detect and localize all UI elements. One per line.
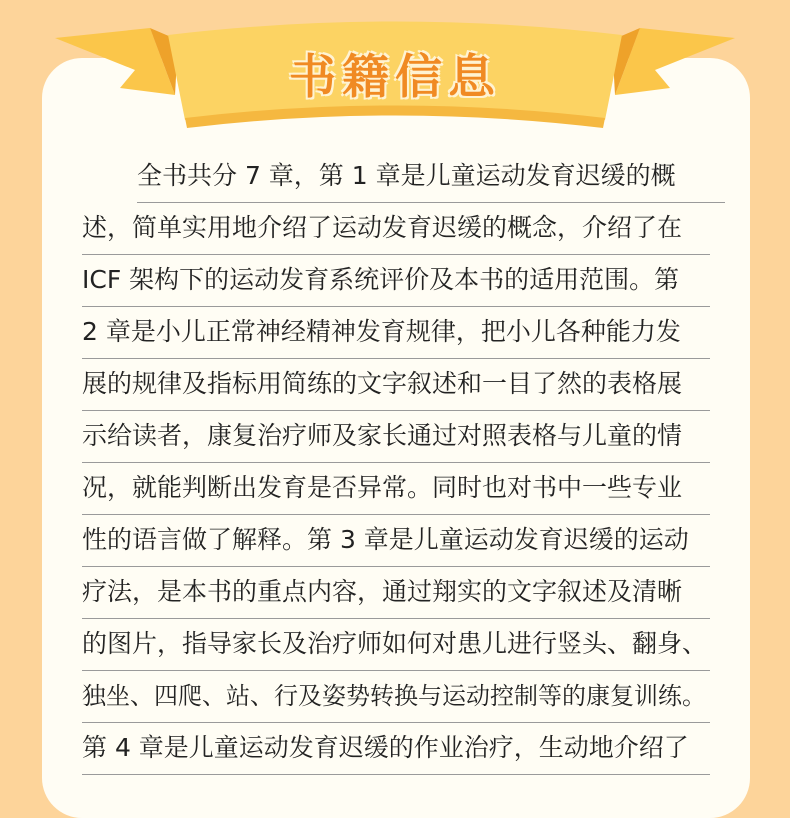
text-line: 展的规律及指标用简练的文字叙述和一目了然的表格展 [82, 358, 710, 411]
title-ribbon [0, 0, 790, 150]
text-line: 性的语言做了解释。第 3 章是儿童运动发育迟缓的运动 [82, 514, 710, 567]
text-line: 全书共分 7 章，第 1 章是儿童运动发育迟缓的概 [137, 150, 725, 203]
text-line: 独坐、四爬、站、行及姿势转换与运动控制等的康复训练。 [82, 670, 710, 723]
text-line: ICF 架构下的运动发育系统评价及本书的适用范围。第 [82, 254, 710, 307]
text-line: 况，就能判断出发育是否异常。同时也对书中一些专业 [82, 462, 710, 515]
text-line: 示给读者，康复治疗师及家长通过对照表格与儿童的情 [82, 410, 710, 463]
text-line: 第 4 章是儿童运动发育迟缓的作业治疗，生动地介绍了 [82, 722, 710, 775]
text-line: 述，简单实用地介绍了运动发育迟缓的概念，介绍了在 [82, 202, 710, 255]
text-line: 疗法，是本书的重点内容，通过翔实的文字叙述及清晰 [82, 566, 710, 619]
text-line: 2 章是小儿正常神经精神发育规律，把小儿各种能力发 [82, 306, 710, 359]
page-title: 书籍信息 [289, 50, 501, 105]
text-line: 的图片，指导家长及治疗师如何对患儿进行竖头、翻身、 [82, 618, 710, 671]
